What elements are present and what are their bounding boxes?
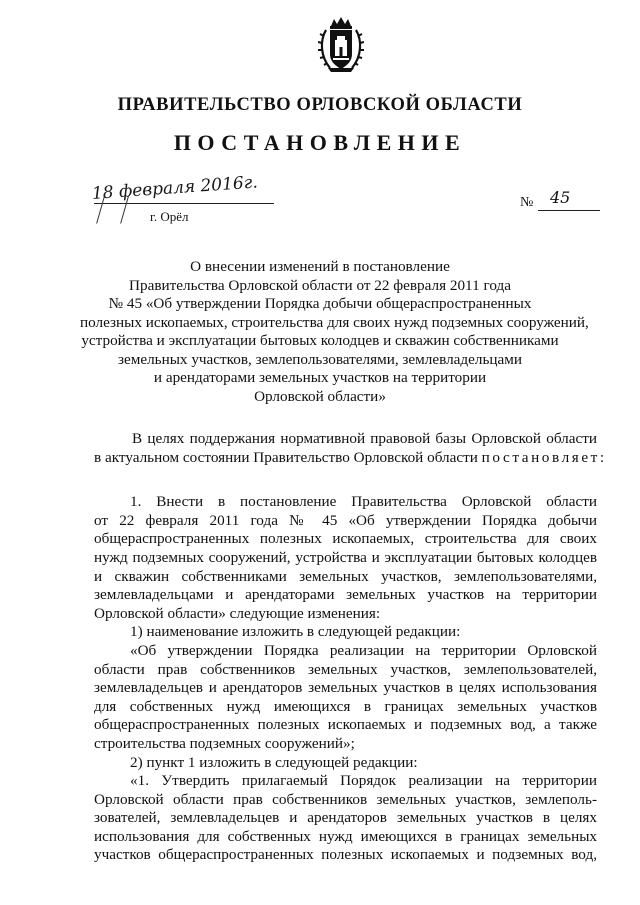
subject-line: № 45 «Об утверждении Порядка добычи общераспространенных [108,295,532,312]
quote-line: Орловской области прав собственников земельных участков, землеполь- [94,790,597,808]
quote-line: «Об утверждении Порядка реализации на территории Орловской [130,641,597,659]
paragraph-line: землевладельцами и арендаторами земельных участков на территории [94,586,597,604]
number-block [520,190,600,214]
list-item: 1) наименование изложить в следующей редакции: [130,623,461,641]
date-underline [94,203,274,204]
quote-line: «1. Утвердить прилагаемый Порядок реализации на территории [130,772,597,790]
city-label: г. Орёл [150,209,189,224]
document-type-title: ПОСТАНОВЛЕНИЕ [173,130,467,155]
quote-line: области прав собственников земельных участков, землепользователей, [94,660,597,678]
quote-line: для собственных нужд имеющихся в границах земельных участков [94,697,597,715]
paragraph-line: от 22 февраля 2011 года № 45 «Об утверждении Порядка добычи [94,511,597,529]
quote-line: использования для собственных нужд имеющихся в границах земельных [94,827,597,845]
preamble-line [94,448,605,468]
paragraph-line: общераспространенных полезных ископаемых, строительства для своих [94,530,597,548]
preamble-line: В целях поддержания нормативной правовой базы Орловской области [132,430,597,447]
paragraph-line: 1. Внести в постановление Правительства Орловской области [130,493,597,511]
document-body [94,430,605,865]
quote-line: участков общераспространенных полезных ископаемых и подземных вод, [94,846,597,864]
handwritten-number: 45 [550,188,571,207]
quote-line: строительства подземных сооружений»; [94,734,355,752]
government-title: ПРАВИТЕЛЬСТВО ОРЛОВСКОЙ ОБЛАСТИ [117,95,523,115]
quote-line: общераспространенных полезных ископаемых и подземных вод, а также [94,716,597,734]
subject-line: Правительства Орловской области от 22 февраля 2011 года [129,276,511,294]
quote-line: землевладельцев и арендаторов земельных участков в целях использования [94,679,597,697]
handwritten-date: 18 февраля 2016г. [91,172,259,204]
subject-line: Орловской области» [254,387,386,405]
paragraph-line: Орловской области» следующие изменения: [94,604,381,622]
preamble-text: в актуальном состоянии Правительство Орловской области [94,448,482,466]
subject-line: О внесении изменений в постановление [190,258,450,275]
preamble-verb: постановляет [481,448,600,466]
number-underline [538,210,600,211]
list-item: 2) пункт 1 изложить в следующей редакции: [130,753,418,771]
subject-line: и арендаторами земельных участков на территории [153,369,487,386]
subject-line: земельных участков, землепользователями, землевладельцами [118,350,522,368]
quote-line: зователей, землевладельцев и арендаторов земельных участков в целях [94,809,597,827]
coat-of-arms-icon [318,16,364,74]
document-subject [80,258,589,406]
subject-line: полезных ископаемых, строительства для своих нужд подземных сооружений, [80,313,589,331]
paragraph-line: и скважин собственниками земельных участков, землепользователями, [94,567,597,585]
preamble-punct: : [599,448,605,466]
subject-line: устройства и эксплуатации бытовых колодцев и скважин собственниками [81,332,559,349]
date-block [80,172,280,234]
paragraph-line: нужд подземных сооружений, устройства и эксплуатации бытовых колодцев [94,548,597,566]
number-label: № [520,195,534,210]
